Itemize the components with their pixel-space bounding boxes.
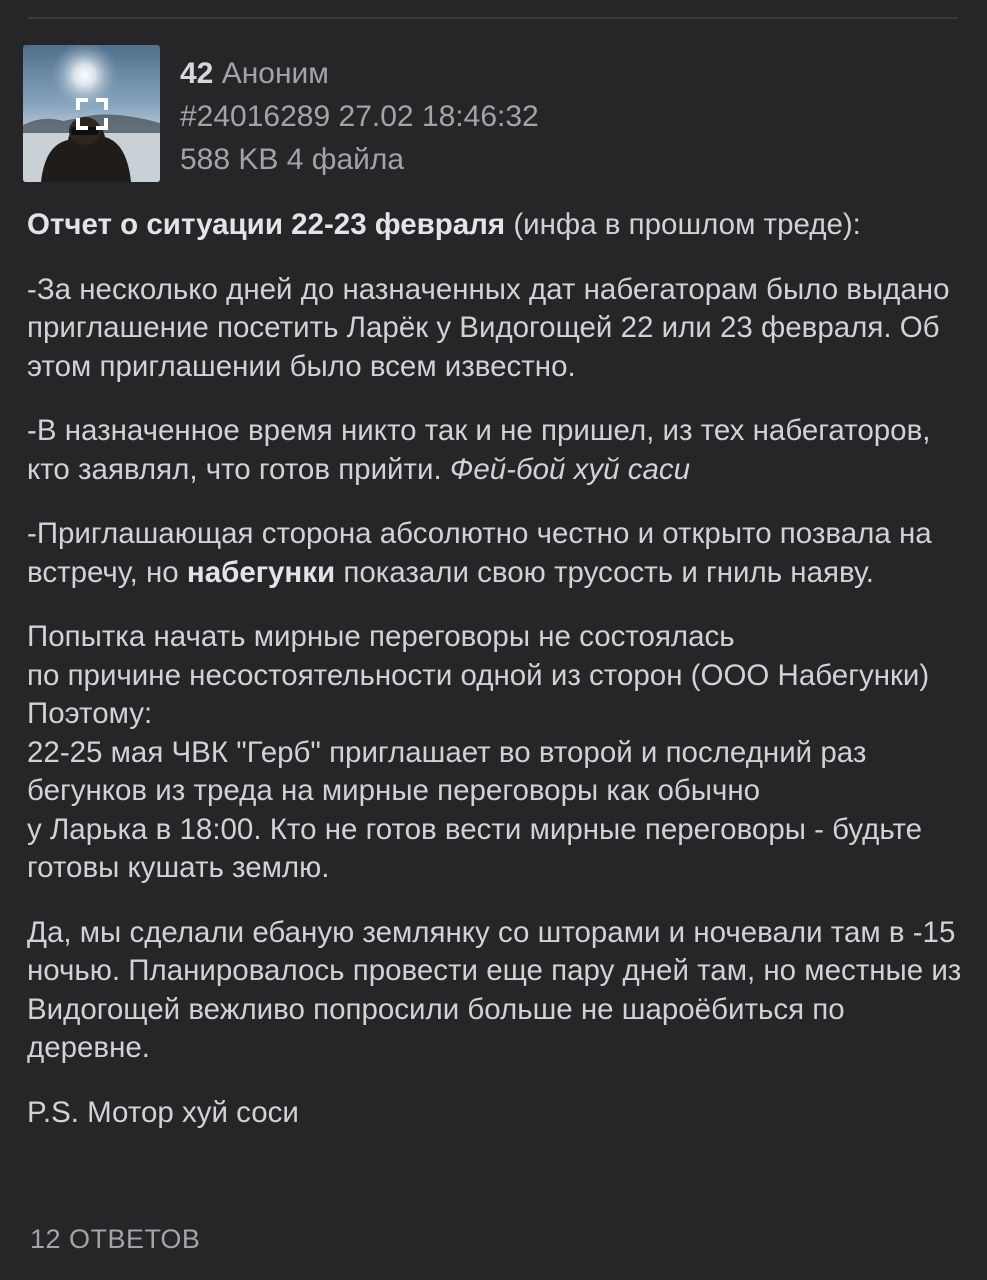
paragraph-4-line-1: Попытка начать мирные переговоры не состоялась (27, 620, 735, 653)
post-paragraph-5: Да, мы сделали ебаную землянку со шторами и ночевали там в -15 ночью. Планировалось провести еще пару дней там, но местные из Видогощей вежливо попросили больше не шароёбиться по деревне. (27, 915, 962, 1064)
post-header-line (180, 52, 539, 95)
post-id[interactable]: #24016289 (180, 100, 331, 133)
post-id-line (180, 95, 539, 138)
post-thumbnail[interactable] (23, 45, 160, 182)
post-paragraph-2 (27, 412, 962, 489)
post-number[interactable]: 42 (180, 57, 214, 90)
paragraph-3-text-a: -Приглашающая сторона абсолютно честно и открыто позвала на встречу, но (27, 517, 932, 589)
top-divider (28, 17, 958, 19)
paragraph-3-text-b: показали свою трусость и гниль наяву. (335, 555, 874, 589)
paragraph-3-bold: набегунки (186, 555, 336, 589)
paragraph-4-line-3: Поэтому: (27, 697, 153, 730)
post-body (27, 206, 962, 1158)
paragraph-2-italic: Фей-бой хуй саси (449, 452, 691, 486)
expand-icon[interactable] (75, 97, 109, 131)
paragraph-4-line-5: у Ларька в 18:00. Кто не готов вести мирные переговоры - будьте готовы кушать землю. (27, 812, 923, 884)
post-file-info: 588 KB 4 файла (180, 143, 405, 176)
post-title-rest: (инфа в прошлом треде): (505, 208, 861, 241)
post-paragraph-4 (27, 618, 962, 888)
post-meta (180, 52, 539, 181)
post-author: Аноним (221, 57, 329, 90)
paragraph-2-text: -В назначенное время никто так и не пришел, из тех набегаторов, кто заявлял, что готов прийти. (27, 414, 931, 486)
post-paragraph-6: P.S. Мотор хуй соси (27, 1095, 299, 1129)
paragraph-4-line-2: по причине несостоятельности одной из сторон (ООО Набегунки) (27, 658, 930, 692)
replies-link[interactable]: 12 ОТВЕТОВ (30, 1224, 201, 1254)
post-title-paragraph (27, 206, 962, 245)
post-datetime: 27.02 18:46:32 (338, 100, 539, 133)
paragraph-4-line-4: 22-25 мая ЧВК "Герб" приглашает во второй и последний раз бегунков из треда на мирные переговоры как обычно (27, 735, 867, 807)
post-title-bold: Отчет о ситуации 22-23 февраля (27, 208, 506, 241)
post-paragraph-3 (27, 515, 962, 592)
post-paragraph-1: -За несколько дней до назначенных дат набегаторам было выдано приглашение посетить Ларёк у Видогощей 22 или 23 февраля. Об этом приглашении было всем известно. (27, 272, 950, 383)
